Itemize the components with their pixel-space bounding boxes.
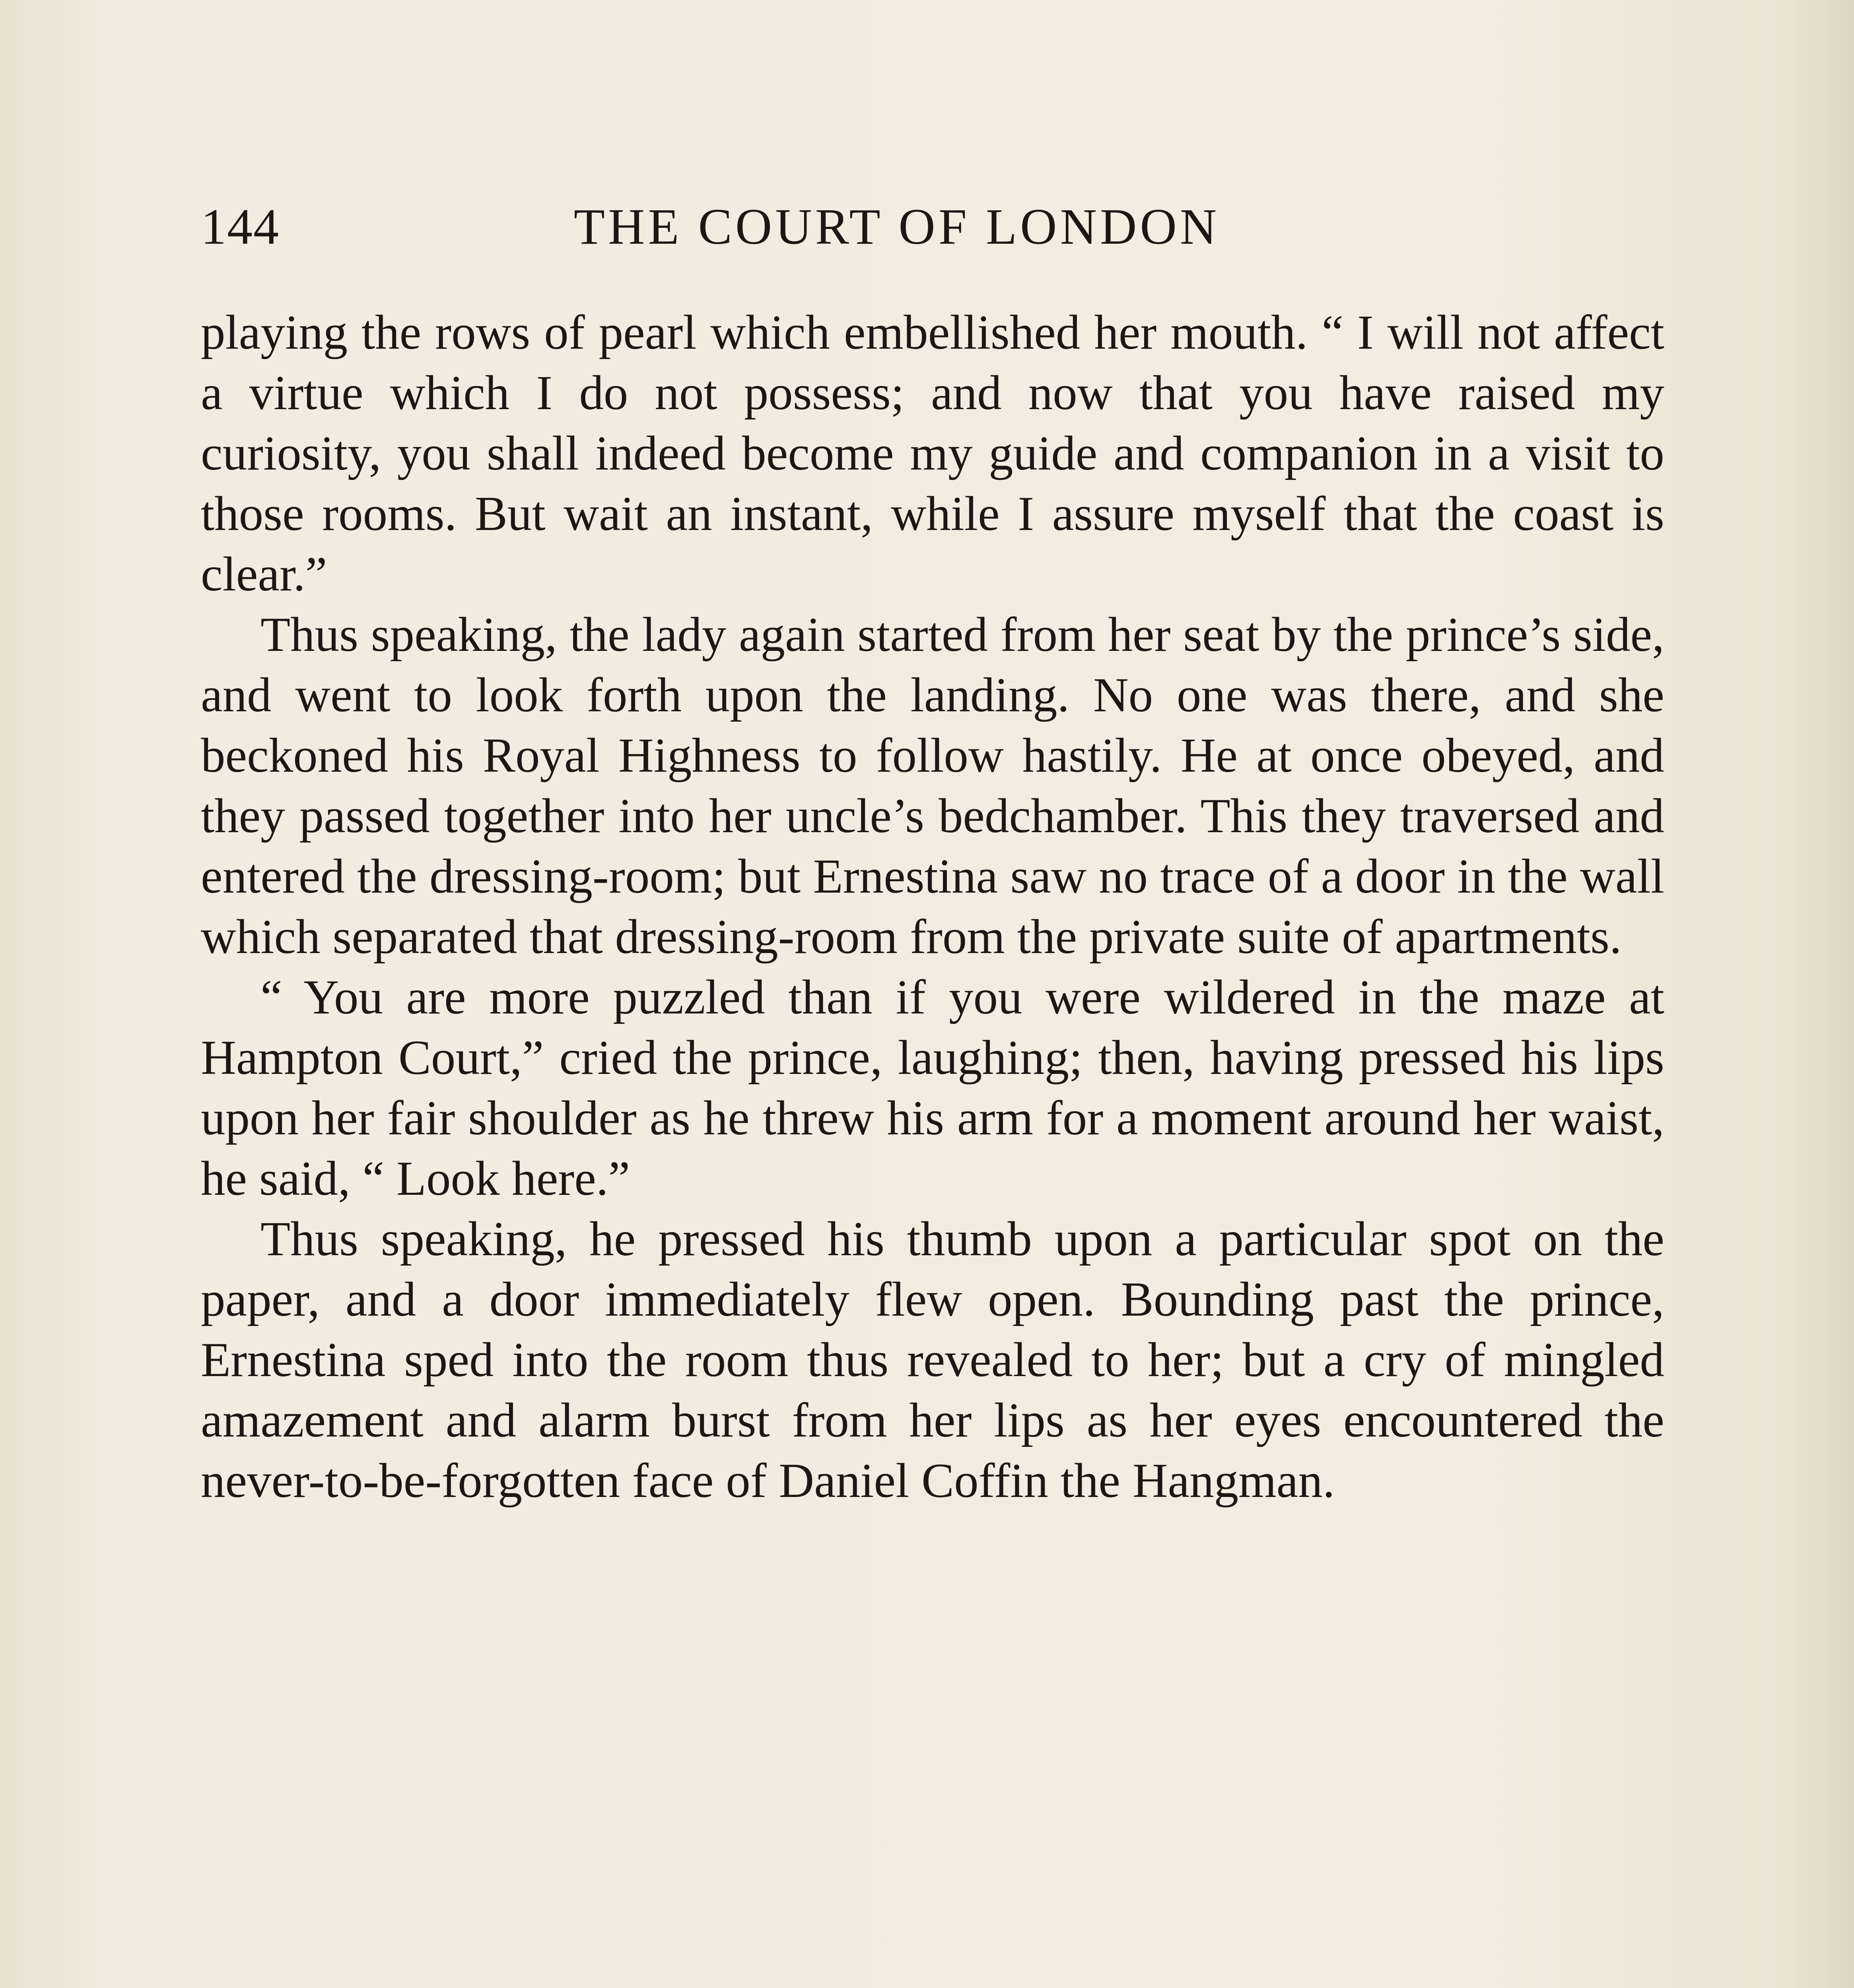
page-header: [201, 187, 1664, 270]
running-title: THE COURT OF LONDON: [573, 198, 1220, 255]
page-number: 144: [201, 198, 280, 255]
paragraph-4: Thus speaking, he pressed his thumb upon a particular spot on the paper, and a door immediately flew open. Bounding past the prince, Ernestina sped into the room thus revealed to her; but a cry of mingled amazement and alarm burst from her lips as her eyes encountered the never-to-be-forgotten face of Daniel Coffin the Hangman.: [201, 1211, 1664, 1508]
paragraph-2: Thus speaking, the lady again started from her seat by the prince’s side, and went to look forth upon the landing. No one was there, and she beckoned his Royal Highness to follow hastily. He at once obeyed, and they passed together into her uncle’s bedchamber. This they traversed and entered the dressing-room; but Ernestina saw no trace of a door in the wall which separated that dressing-room from the private suite of apartments.: [201, 607, 1664, 964]
body-text: [201, 302, 1664, 1511]
paragraph-3: “ You are more puzzled than if you were wildered in the maze at Hampton Court,” cried the prince, laughing; then, having pressed his lips upon her fair shoulder as he threw his arm for a moment around her waist, he said, “ Look here.”: [201, 970, 1664, 1206]
paragraph-1: playing the rows of pearl which embellished her mouth. “ I will not affect a virtue which I do not possess; and now that you have raised my curiosity, you shall indeed become my guide and companion in a visit to those rooms. But wait an instant, while I assure myself that the coast is clear.”: [201, 305, 1664, 601]
